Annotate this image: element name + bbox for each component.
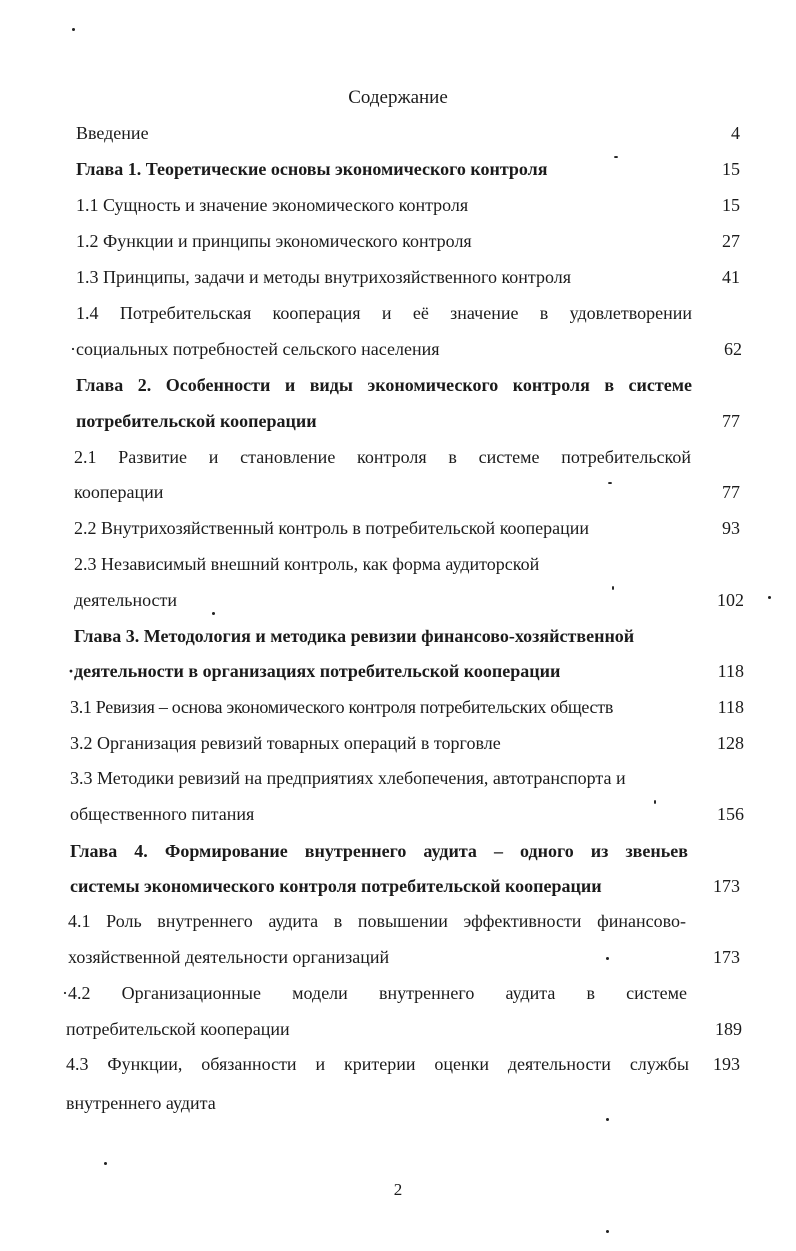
toc-entry-text: хозяйственной деятельности организаций (68, 947, 390, 967)
toc-chapter (70, 840, 688, 862)
toc-entry-text: 2.3 Независимый внешний контроль, как форма аудиторской (74, 554, 540, 574)
toc-entry-page: 118 (717, 697, 744, 717)
toc-entry-page: 15 (722, 159, 740, 179)
toc-chapter (74, 625, 744, 647)
toc-entry-text: 3.3 Методики ревизий на предприятиях хлебопечения, автотранспорта и (70, 768, 626, 788)
toc-entry-text: Введение (76, 123, 149, 143)
toc-entry (70, 732, 744, 754)
toc-entry (74, 553, 744, 575)
scan-speck (606, 1118, 609, 1121)
toc-entry (76, 122, 740, 144)
toc-entry-text: внутреннего аудита (66, 1093, 216, 1113)
toc-entry-text: системы экономического контроля потребительской кооперации (70, 876, 602, 896)
toc-entry-page: 173 (713, 876, 740, 896)
toc-entry-page: 128 (717, 733, 744, 753)
toc-entry (74, 589, 744, 611)
toc-entry-page: 173 (713, 947, 740, 967)
toc-entry-text: 4.1 Роль внутреннего аудита в повышении эффективности финансово- (68, 911, 686, 931)
toc-entry (76, 302, 692, 324)
toc-entry-page: 41 (722, 267, 740, 287)
toc-entry-page: 77 (722, 411, 740, 431)
toc-entry-text: 1.4 Потребительская кооперация и её значение в удовлетворении (76, 303, 692, 323)
toc-entry-text: 2.2 Внутрихозяйственный контроль в потребительской кооперации (74, 518, 590, 538)
toc-entry-text: ·4.2 Организационные модели внутреннего аудита в системе (62, 983, 687, 1003)
toc-chapter (76, 410, 740, 432)
toc-entry-page: 77 (722, 482, 740, 502)
scan-speck (608, 482, 612, 484)
toc-entry (70, 803, 744, 825)
toc-entry-text: ·деятельности в организациях потребительской кооперации (68, 661, 561, 681)
toc-entry-page: 102 (717, 590, 744, 610)
toc-entry (74, 446, 691, 468)
toc-entry-text: 3.2 Организация ревизий товарных операций в торговле (70, 733, 501, 753)
toc-entry-page: 189 (715, 1019, 742, 1039)
toc-entry (68, 910, 686, 932)
toc-entry-text: Глава 2. Особенности и виды экономического контроля в системе (76, 375, 692, 395)
toc-entry (74, 481, 740, 503)
scan-speck (212, 612, 215, 615)
scan-speck (654, 800, 656, 804)
toc-entry-text: 1.1 Сущность и значение экономического контроля (76, 195, 469, 215)
toc-title: Содержание (348, 87, 448, 108)
toc-chapter (76, 158, 740, 180)
toc-entry-page: 93 (722, 518, 740, 538)
toc-entry (70, 338, 742, 360)
toc-entry-text: потребительской кооперации (66, 1019, 290, 1039)
toc-entry (62, 982, 687, 1004)
toc-entry-page: 4 (731, 123, 740, 143)
toc-entry-text: 2.1 Развитие и становление контроля в системе потребительской (74, 447, 691, 467)
toc-entry-text: 1.3 Принципы, задачи и методы внутрихозяйственного контроля (76, 267, 572, 287)
toc-entry (76, 194, 740, 216)
scan-speck (768, 596, 771, 599)
toc-entry-page: 156 (717, 804, 744, 824)
toc-entry-page: 62 (724, 339, 742, 359)
toc-entry-page: 27 (722, 231, 740, 251)
toc-entry (70, 767, 700, 789)
toc-entry-page: 193 (713, 1054, 740, 1074)
toc-entry-text: потребительской кооперации (76, 411, 317, 431)
toc-entry-text: общественного питания (70, 804, 255, 824)
toc-entry-page: 118 (717, 661, 744, 681)
toc-entry-text: Глава 3. Методология и методика ревизии финансово-хозяйственной (74, 626, 635, 646)
toc-chapter (70, 875, 740, 897)
toc-entry-text: Глава 1. Теоретические основы экономического контроля (76, 159, 548, 179)
toc-entry (74, 517, 740, 539)
scan-speck (606, 1230, 609, 1233)
page-number: 2 (393, 1180, 403, 1199)
toc-entry (66, 1053, 740, 1075)
toc-entry-text: деятельности (74, 590, 178, 610)
toc-entry (76, 230, 740, 252)
toc-entry-text: кооперации (74, 482, 164, 502)
toc-chapter (76, 374, 692, 396)
toc-entry-text: 4.3 Функции, обязанности и критерии оценки деятельности службы (66, 1054, 689, 1074)
toc-entry-text: 3.1 Ревизия – основа экономического контроля потребительских обществ (70, 697, 614, 717)
toc-entry (66, 1018, 742, 1040)
toc-chapter (68, 660, 744, 682)
toc-entry (66, 1092, 740, 1114)
toc-entry-text: Глава 4. Формирование внутреннего аудита – одного из звеньев (70, 841, 688, 861)
scan-speck (72, 28, 75, 31)
toc-entry (70, 696, 744, 718)
toc-entry (68, 946, 740, 968)
toc-entry-text: 1.2 Функции и принципы экономического контроля (76, 231, 472, 251)
scan-speck (612, 586, 614, 590)
toc-entry (76, 266, 740, 288)
scan-speck (606, 957, 609, 960)
scan-speck (104, 1162, 107, 1165)
scan-speck (614, 156, 618, 158)
toc-entry-page: 15 (722, 195, 740, 215)
toc-entry-text: ·социальных потребностей сельского населения (70, 339, 440, 359)
